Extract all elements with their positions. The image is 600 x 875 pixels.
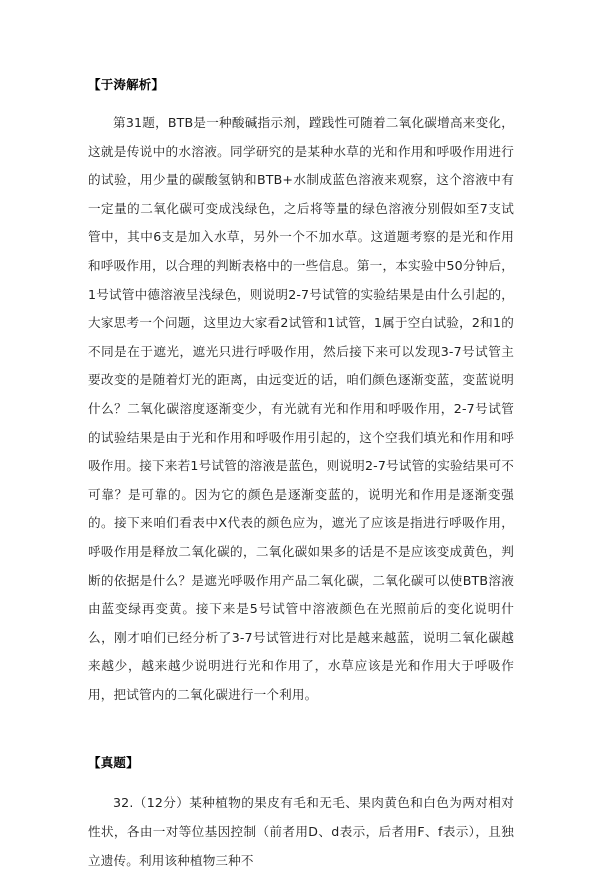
document-content <box>88 74 514 875</box>
original-question-paragraph: 32.（12分）某种植物的果皮有毛和无毛、果肉黄色和白色为两对相对性状，各由一对等位基因控制（前者用D、d表示，后者用F、f表示），且独立遗传。利用该种植物三种不 <box>88 795 514 868</box>
analysis-paragraph: 第31题，BTB是一种酸碱指示剂，蹚践性可随着二氧化碳增高来变化，这就是传说中的水溶液。同学研究的是某种水草的光和作用和呼吸作用进行的试验，用少量的碳酸氢钠和BTB+水制成蓝色溶液来观察，这个溶液中有一定量的二氧化碳可变成浅绿色，之后将等量的绿色溶液分别假如至7支试管中，其中6支是加入水草，另外一个不加水草。这道题考察的是光和作用和呼吸作用，以合理的判断表格中的一些信息。第一，本实验中50分钟后，1号试管中德溶液呈浅绿色，则说明2-7号试管的实验结果是由什么引起的，大家思考一个问题，这里边大家看2试管和1试管，1属于空白试验，2和1的不同是在于遮光，遮光只进行呼吸作用，然后接下来可以发现3-7号试管主要改变的是随着灯光的距离，由远变近的话，咱们颜色逐渐变蓝，变蓝说明什么？二氧化碳溶度逐渐变少，有光就有光和作用和呼吸作用，2-7号试管的试验结果是由于光和作用和呼吸作用引起的，这个空我们填光和作用和呼吸作用。接下来若1号试管的溶液是蓝色，则说明2-7号试管的实验结果可不可靠？是可靠的。因为它的颜色是逐渐变蓝的，说明光和作用是逐渐变强的。接下来咱们看表中X代表的颜色应为，遮光了应该是指进行呼吸作用，呼吸作用是释放二氧化碳的，二氧化碳如果多的话是不是应该变成黄色，判断的依据是什么？是遮光呼吸作用产品二氧化碳，二氧化碳可以使BTB溶液由蓝变绿再变黄。接下来是5号试管中溶液颜色在光照前后的变化说明什么，刚才咱们已经分析了3-7号试管进行对比是越来越蓝，说明二氧化碳越来越少，越来越少说明进行光和作用了，水草应该是光和作用大于呼吸作用，把试管内的二氧化碳进行一个利用。 <box>88 115 514 702</box>
section-heading-analysis: 【于涛解析】 <box>88 77 165 92</box>
section-heading-original-question: 【真题】 <box>88 755 139 771</box>
spacer <box>88 96 514 109</box>
spacer <box>88 709 514 752</box>
spacer <box>88 774 514 789</box>
